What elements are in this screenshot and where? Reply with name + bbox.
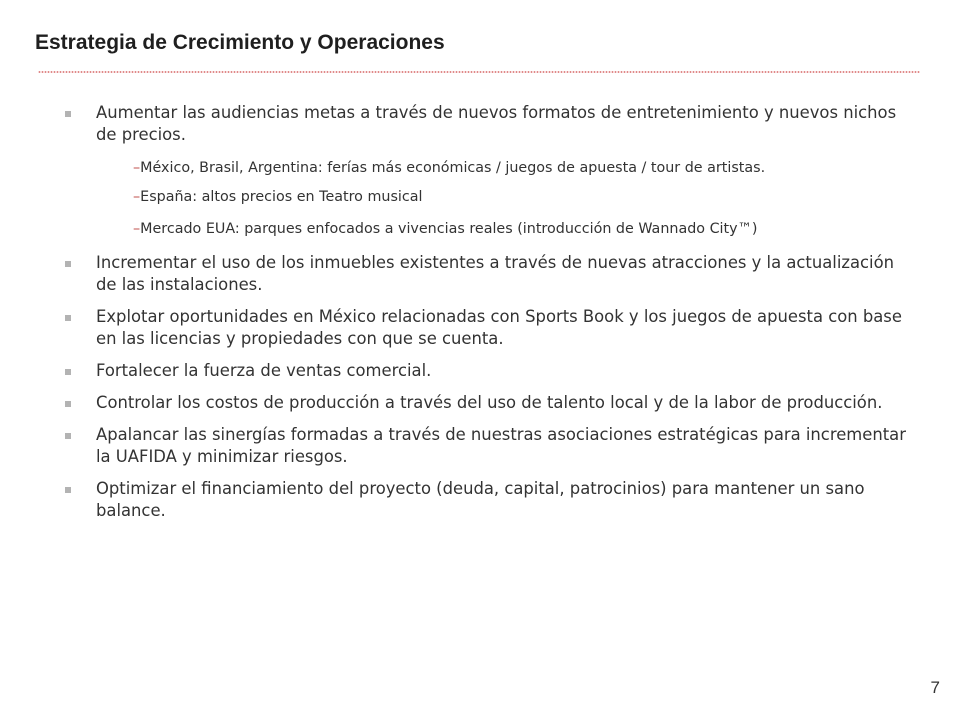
bullet-item xyxy=(65,360,910,382)
sub-bullet-text: México, Brasil, Argentina: ferías más económicas / juegos de apuesta / tour de artistas. xyxy=(140,160,766,176)
title-divider xyxy=(38,70,920,74)
bullet-item xyxy=(65,252,910,296)
square-bullet-icon xyxy=(65,315,71,321)
square-bullet-icon xyxy=(65,369,71,375)
bullet-text: Controlar los costos de producción a través del uso de talento local y de la labor de producción. xyxy=(96,393,883,412)
bullet-item xyxy=(65,424,910,468)
page-number: 7 xyxy=(930,678,940,697)
sub-bullet-item xyxy=(133,154,893,182)
bullet-item xyxy=(65,478,910,522)
bullet-text: Explotar oportunidades en México relacionadas con Sports Book y los juegos de apuesta con base en las licencias y propiedades con que se cuenta. xyxy=(96,307,902,348)
sub-bullet-item xyxy=(133,218,893,240)
sub-bullet-text: España: altos precios en Teatro musical xyxy=(140,189,423,205)
bullet-text: Incrementar el uso de los inmuebles existentes a través de nuevas atracciones y la actualización de las instalaciones. xyxy=(96,253,895,294)
bullet-text: Apalancar las sinergías formadas a través de nuestras asociaciones estratégicas para incrementar la UAFIDA y minimizar riesgos. xyxy=(96,425,906,466)
bullet-text: Aumentar las audiencias metas a través de nuevos formatos de entretenimiento y nuevos nichos de precios. xyxy=(96,103,897,144)
square-bullet-icon xyxy=(65,401,71,407)
sub-bullet-text: Mercado EUA: parques enfocados a vivencias reales (introducción de Wannado City™) xyxy=(140,221,758,237)
square-bullet-icon xyxy=(65,433,71,439)
bullet-text: Optimizar el financiamiento del proyecto (deuda, capital, patrocinios) para mantener un sano balance. xyxy=(96,479,865,520)
square-bullet-icon xyxy=(65,261,71,267)
dash-bullet-icon: – xyxy=(133,160,141,176)
bullet-item xyxy=(65,306,910,350)
bullet-item xyxy=(65,102,910,146)
sub-bullet-item xyxy=(133,186,893,208)
dash-bullet-icon: – xyxy=(133,221,141,237)
bullet-list xyxy=(65,102,910,532)
dash-bullet-icon: – xyxy=(133,189,141,205)
square-bullet-icon xyxy=(65,487,71,493)
sub-bullet-list xyxy=(65,154,893,240)
square-bullet-icon xyxy=(65,111,71,117)
bullet-item xyxy=(65,392,910,414)
bullet-text: Fortalecer la fuerza de ventas comercial. xyxy=(96,361,432,380)
slide-title: Estrategia de Crecimiento y Operaciones xyxy=(35,31,445,54)
